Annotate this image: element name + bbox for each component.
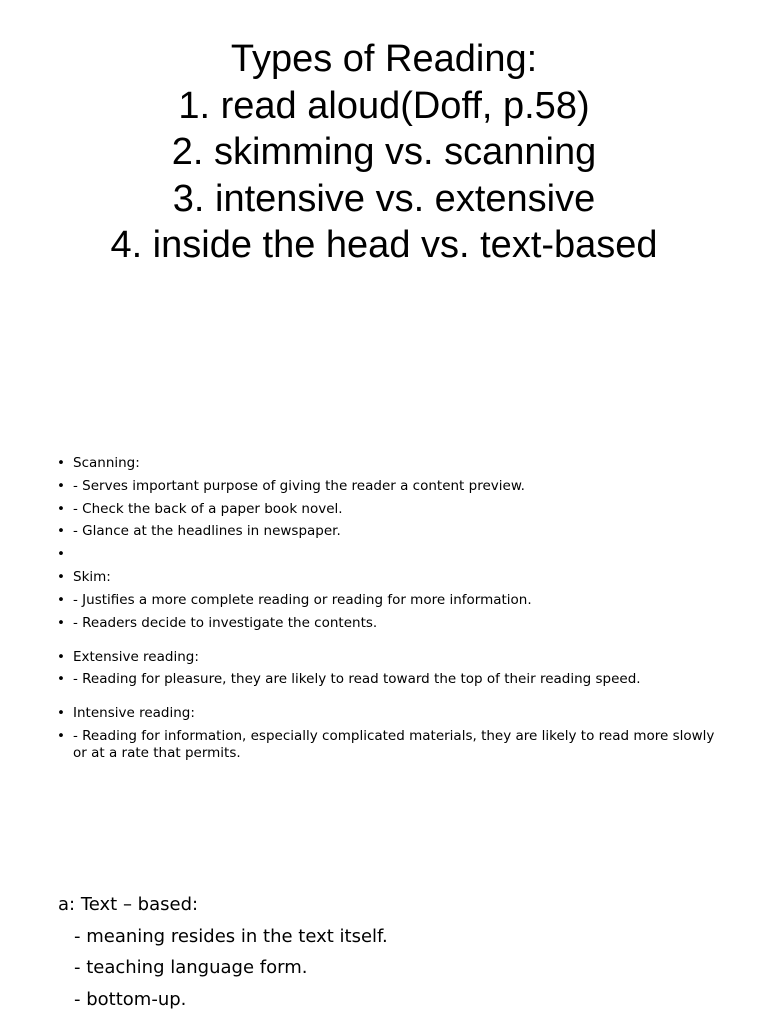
bullet-item [56,592,716,609]
bullet-text: Skim: [73,568,111,585]
bullet-text: - Glance at the headlines in newspaper. [73,523,341,540]
bullet-dot: • [57,591,65,608]
bullet-dot: • [57,728,65,745]
bullet-text: - Check the back of a paper book novel. [73,500,343,517]
bullet-dot: • [57,455,65,471]
bullet-item [56,569,716,586]
bullet-dot: • [57,705,65,722]
bullet-item [56,455,716,472]
bullet-item [56,671,716,688]
bullet-list [56,455,716,768]
bullet-dot: • [57,500,65,517]
text-based-item: - teaching language form. [74,957,308,978]
bullet-item [56,705,716,722]
bullet-text: - Reading for pleasure, they are likely to read toward the top of their reading speed. [73,671,641,688]
text-based-section [58,889,718,1015]
title-line: 4. inside the head vs. text-based [110,224,658,266]
bullet-dot: • [57,477,65,494]
slide-title [100,36,668,269]
text-based-heading: a: Text – based: [58,894,199,915]
title-line: Types of Reading: [230,38,538,80]
bullet-dot: • [57,648,65,665]
bullet-dot: • [57,523,65,540]
bullet-text: - Justifies a more complete reading or reading for more information. [73,591,532,608]
bullet-text: - Readers decide to investigate the contents. [73,614,378,631]
bullet-text: - Reading for information, especially complicated materials, they are likely to read more slowly or at a rate that permits. [73,728,715,762]
text-based-item: - meaning resides in the text itself. [74,925,388,947]
bullet-text: Intensive reading: [73,705,195,722]
text-based-item: - bottom-up. [74,988,187,1010]
bullet-text: Extensive reading: [73,648,199,665]
bullet-text: Scanning: [73,455,140,471]
bullet-item [56,478,716,495]
bullet-item [56,615,716,632]
bullet-item [56,523,716,540]
bullet-text: - Serves important purpose of giving the reader a content preview. [73,477,525,494]
title-line: 1. read aloud(Doff, p.58) [178,84,590,127]
bullet-dot: • [57,671,65,688]
bullet-item [56,649,716,666]
title-line: 2. skimming vs. scanning [171,131,597,173]
bullet-item [56,728,716,762]
bullet-item [56,501,716,518]
bullet-item-empty [56,546,716,563]
title-line: 3. intensive vs. extensive [172,177,596,220]
bullet-dot: • [57,568,65,585]
bullet-dot: • [57,546,65,563]
bullet-dot: • [57,614,65,631]
